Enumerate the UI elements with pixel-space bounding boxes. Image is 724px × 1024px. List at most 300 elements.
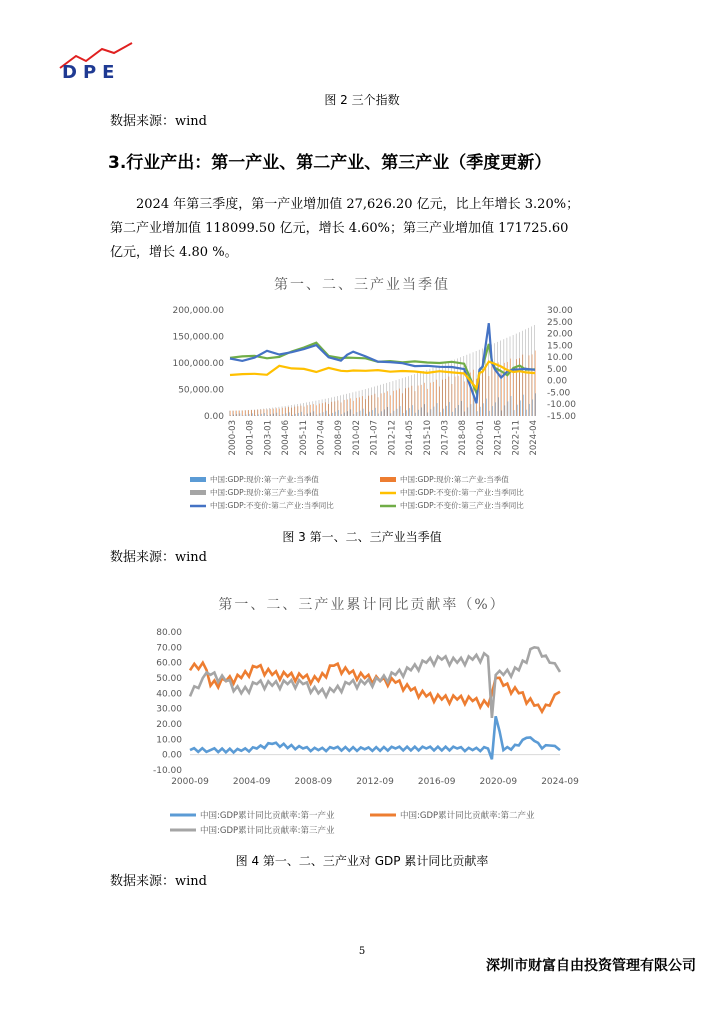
- secondary-bar: [313, 404, 314, 416]
- secondary-bar: [495, 366, 496, 416]
- contribution-line-3: [190, 647, 560, 718]
- tertiary-bar: [346, 394, 347, 416]
- primary-bar: [329, 414, 330, 416]
- tertiary-bar: [519, 332, 520, 416]
- primary-bar: [360, 411, 361, 416]
- secondary-bar: [526, 367, 527, 416]
- tertiary-bar: [365, 389, 366, 416]
- primary-bar: [354, 414, 355, 416]
- chart-3-title: 第一、二、三产业当季值: [274, 277, 450, 293]
- secondary-bar: [452, 384, 453, 416]
- primary-bar: [511, 396, 512, 416]
- primary-bar: [344, 413, 345, 416]
- tertiary-bar: [396, 380, 397, 416]
- tertiary-bar: [294, 405, 295, 416]
- secondary-bar: [353, 401, 354, 416]
- figure-3-caption: 图 3 第一、二、三产业当季值: [282, 530, 442, 544]
- tertiary-bar: [516, 334, 517, 416]
- primary-bar: [431, 409, 432, 416]
- tertiary-bar: [236, 411, 237, 416]
- primary-bar: [489, 411, 490, 416]
- secondary-bar: [455, 377, 456, 416]
- tertiary-bar: [504, 339, 505, 416]
- y-axis-tick-label: 10.00: [156, 735, 182, 746]
- secondary-bar: [350, 398, 351, 416]
- primary-bar: [418, 410, 419, 416]
- figure-2-source: 数据来源：wind: [110, 114, 207, 129]
- primary-bar: [526, 410, 527, 416]
- tertiary-bar: [248, 410, 249, 416]
- secondary-bar: [335, 401, 336, 416]
- x-axis-tick-label: 2022-11: [511, 420, 522, 456]
- secondary-bar: [319, 404, 320, 416]
- x-axis-tick-label: 2020-01: [475, 420, 486, 456]
- x-axis-tick-label: 2004-06: [281, 420, 292, 456]
- paragraph-line-3: 亿元，增长 4.80 %。: [110, 245, 238, 260]
- primary-bar: [252, 413, 253, 416]
- legend-label: 中国:GDP:不变价:第二产业:当季同比: [210, 501, 334, 510]
- secondary-bar: [338, 400, 339, 416]
- secondary-bar: [332, 402, 333, 416]
- primary-bar: [283, 414, 284, 416]
- secondary-bar: [328, 404, 329, 416]
- page-number: 5: [358, 946, 366, 957]
- primary-bar: [424, 404, 425, 416]
- x-axis-tick-label: 2024-04: [529, 420, 539, 456]
- y-axis-tick-label: 70.00: [156, 643, 182, 654]
- tertiary-bar: [460, 357, 461, 416]
- contribution-line-1: [190, 716, 560, 759]
- tertiary-bar: [331, 397, 332, 416]
- primary-bar: [480, 407, 481, 416]
- section-paragraph: [110, 193, 630, 265]
- secondary-bar: [273, 409, 274, 416]
- tertiary-bar: [507, 338, 508, 416]
- tertiary-bar: [239, 410, 240, 416]
- x-axis-tick-label: 2000-09: [171, 777, 209, 787]
- secondary-bar: [492, 366, 493, 416]
- secondary-bar: [292, 408, 293, 416]
- x-axis-tick-label: 2007-04: [316, 420, 327, 456]
- primary-bar: [351, 409, 352, 416]
- primary-bar: [388, 407, 389, 416]
- tertiary-bar: [245, 410, 246, 416]
- primary-bar: [298, 413, 299, 416]
- secondary-bar: [442, 380, 443, 416]
- secondary-bar: [412, 386, 413, 416]
- right-axis-tick-label: -15.00: [547, 412, 577, 422]
- secondary-bar: [464, 381, 465, 416]
- figure-4-caption: 图 4 第一、二、三产业对 GDP 累计同比贡献率: [235, 854, 489, 868]
- tertiary-bar: [405, 377, 406, 416]
- secondary-bar: [396, 390, 397, 416]
- secondary-bar: [483, 369, 484, 416]
- secondary-bar: [295, 407, 296, 416]
- primary-bar: [233, 415, 234, 416]
- secondary-bar: [362, 396, 363, 416]
- tertiary-bar: [257, 409, 258, 416]
- primary-bar: [304, 415, 305, 416]
- secondary-bar: [365, 399, 366, 416]
- legend-label: 中国:GDP累计同比贡献率:第一产业: [200, 811, 335, 821]
- x-axis-tick-label: 2018-08: [458, 420, 469, 456]
- tertiary-bar: [411, 375, 412, 416]
- tertiary-bar: [300, 404, 301, 416]
- primary-bar: [369, 412, 370, 416]
- secondary-bar: [399, 389, 400, 416]
- primary-bar: [381, 411, 382, 416]
- secondary-bar: [356, 398, 357, 416]
- primary-bar: [341, 414, 342, 416]
- secondary-bar: [276, 408, 277, 416]
- primary-bar: [520, 400, 521, 416]
- primary-bar: [384, 409, 385, 416]
- secondary-bar: [415, 391, 416, 416]
- tertiary-bar: [371, 387, 372, 416]
- left-axis-tick-label: 50,000.00: [178, 385, 224, 396]
- primary-bar: [317, 415, 318, 416]
- secondary-bar: [307, 405, 308, 416]
- tertiary-bar: [353, 392, 354, 416]
- tertiary-bar: [288, 406, 289, 416]
- tertiary-bar: [383, 384, 384, 416]
- x-axis-tick-label: 2004-09: [232, 777, 271, 787]
- primary-bar: [230, 415, 231, 416]
- paragraph-line-1: 2024 年第三季度，第一产业增加值 27,626.20 亿元，比上年增长 3.20%；: [136, 197, 580, 212]
- x-axis-tick-label: 2012-09: [356, 777, 394, 787]
- primary-bar: [409, 408, 410, 416]
- secondary-bar: [344, 400, 345, 416]
- right-axis-tick-label: 0.00: [547, 376, 568, 387]
- tertiary-bar: [451, 361, 452, 416]
- tertiary-bar: [297, 404, 298, 416]
- primary-bar: [378, 414, 379, 416]
- secondary-bar: [486, 366, 487, 416]
- secondary-bar: [236, 411, 237, 416]
- company-name: 深圳市财富自由投资管理有限公司: [486, 958, 696, 974]
- primary-bar: [465, 412, 466, 416]
- tertiary-bar: [430, 369, 431, 416]
- secondary-bar: [461, 373, 462, 416]
- tertiary-bar: [467, 355, 468, 416]
- primary-bar: [474, 400, 475, 416]
- tertiary-bar: [260, 409, 261, 416]
- primary-bar: [434, 407, 435, 416]
- tertiary-bar: [269, 408, 270, 416]
- x-axis-tick-label: 2020-09: [479, 777, 518, 787]
- x-axis-tick-label: 2021-06: [493, 420, 504, 456]
- primary-bar: [483, 403, 484, 416]
- secondary-bar: [427, 389, 428, 416]
- primary-bar: [505, 405, 506, 416]
- tertiary-bar: [276, 407, 277, 416]
- tertiary-bar: [319, 400, 320, 416]
- y-axis-tick-label: 50.00: [156, 674, 182, 684]
- primary-bar: [307, 414, 308, 416]
- primary-bar: [437, 403, 438, 416]
- tertiary-bar: [282, 406, 283, 416]
- tertiary-bar: [310, 402, 311, 416]
- logo-text: DPE: [62, 62, 121, 83]
- primary-bar: [406, 410, 407, 416]
- paragraph-line-2: 第二产业增加值 118099.50 亿元，增长 4.60%；第三产业增加值 171725.60: [110, 221, 569, 236]
- y-axis-tick-label: 30.00: [156, 704, 182, 715]
- primary-bar: [366, 414, 367, 416]
- primary-bar: [532, 399, 533, 416]
- primary-bar: [471, 404, 472, 416]
- legend-label: 中国:GDP:不变价:第三产业:当季同比: [400, 501, 524, 510]
- primary-bar: [255, 415, 256, 416]
- primary-bar: [261, 414, 262, 416]
- section-heading: 3.行业产出：第一产业、第二产业、第三产业（季度更新）: [108, 153, 552, 173]
- secondary-bar: [267, 409, 268, 416]
- secondary-bar: [449, 377, 450, 416]
- secondary-bar: [424, 383, 425, 416]
- x-axis-tick-label: 2024-09: [541, 777, 579, 787]
- tertiary-bar: [522, 331, 523, 416]
- figure-4-source: 数据来源：wind: [110, 874, 207, 889]
- primary-bar: [461, 401, 462, 416]
- secondary-bar: [230, 411, 231, 416]
- primary-bar: [289, 412, 290, 416]
- tertiary-bar: [448, 362, 449, 416]
- primary-bar: [523, 395, 524, 416]
- tertiary-bar: [232, 411, 233, 416]
- tertiary-bar: [510, 336, 511, 416]
- secondary-bar: [458, 376, 459, 416]
- secondary-bar: [251, 410, 252, 416]
- primary-bar: [357, 412, 358, 416]
- x-axis-tick-label: 2000-03: [228, 420, 238, 456]
- primary-bar: [397, 409, 398, 416]
- secondary-bar: [282, 408, 283, 416]
- x-axis-tick-label: 2017-03: [440, 420, 451, 456]
- right-axis-tick-label: 10.00: [547, 353, 573, 364]
- tertiary-bar: [251, 410, 252, 416]
- x-axis-tick-label: 2001-08: [245, 420, 256, 456]
- tertiary-bar: [408, 376, 409, 416]
- secondary-yoy-line: [230, 323, 535, 403]
- tertiary-bar: [393, 381, 394, 416]
- x-axis-tick-label: 2010-02: [351, 420, 362, 456]
- secondary-bar: [325, 402, 326, 416]
- primary-bar: [295, 414, 296, 416]
- legend-label: 中国:GDP累计同比贡献率:第三产业: [200, 826, 335, 836]
- x-axis-tick-label: 2003-01: [263, 420, 274, 456]
- primary-bar: [400, 406, 401, 416]
- primary-bar: [375, 408, 376, 416]
- primary-bar: [412, 405, 413, 416]
- primary-bar: [264, 413, 265, 416]
- primary-bar: [335, 412, 336, 416]
- figure-3-source: 数据来源：wind: [110, 550, 207, 565]
- legend-label: 中国:GDP累计同比贡献率:第二产业: [400, 811, 535, 821]
- primary-bar: [320, 413, 321, 416]
- primary-bar: [508, 401, 509, 416]
- secondary-bar: [418, 386, 419, 416]
- primary-bar: [338, 410, 339, 416]
- tertiary-bar: [306, 402, 307, 416]
- left-axis-tick-label: 100,000.00: [172, 359, 224, 369]
- primary-bar: [428, 412, 429, 416]
- tertiary-bar: [380, 385, 381, 416]
- secondary-bar: [285, 408, 286, 416]
- secondary-bar: [529, 355, 530, 416]
- secondary-bar: [501, 373, 502, 416]
- primary-bar: [495, 402, 496, 416]
- secondary-bar: [381, 393, 382, 416]
- secondary-bar: [347, 399, 348, 416]
- tertiary-bar: [266, 408, 267, 416]
- primary-bar: [243, 415, 244, 416]
- legend-label: 中国:GDP:现价:第三产业:当季值: [210, 488, 319, 497]
- chart-4-title: 第一、二、三产业累计同比贡献率（%）: [218, 597, 506, 613]
- right-axis-tick-label: -10.00: [547, 400, 577, 411]
- secondary-bar: [393, 391, 394, 416]
- primary-bar: [468, 407, 469, 416]
- secondary-bar: [446, 379, 447, 416]
- primary-bar: [449, 402, 450, 416]
- secondary-bar: [310, 405, 311, 416]
- x-axis-tick-label: 2015-10: [422, 420, 433, 456]
- tertiary-bar: [322, 399, 323, 416]
- primary-bar: [270, 414, 271, 416]
- primary-bar: [372, 410, 373, 416]
- secondary-bar: [406, 388, 407, 416]
- y-axis-tick-label: 0.00: [161, 750, 182, 761]
- secondary-bar: [532, 354, 533, 416]
- tertiary-bar: [488, 346, 489, 416]
- secondary-bar: [535, 351, 536, 416]
- primary-bar: [332, 413, 333, 416]
- tertiary-bar: [273, 408, 274, 416]
- secondary-bar: [433, 382, 434, 416]
- secondary-bar: [255, 410, 256, 416]
- right-axis-tick-label: 5.00: [547, 364, 568, 375]
- secondary-bar: [341, 402, 342, 416]
- secondary-bar: [504, 363, 505, 416]
- secondary-bar: [261, 410, 262, 416]
- secondary-bar: [523, 355, 524, 416]
- secondary-bar: [439, 386, 440, 416]
- x-axis-tick-label: 2014-05: [405, 420, 416, 456]
- primary-bar: [455, 408, 456, 416]
- legend-swatch: [380, 477, 396, 482]
- primary-bar: [326, 411, 327, 416]
- y-axis-tick-label: -10.00: [152, 766, 182, 776]
- primary-bar: [347, 411, 348, 416]
- x-axis-tick-label: 2008-09: [294, 777, 333, 787]
- secondary-bar: [510, 359, 511, 416]
- tertiary-bar: [427, 370, 428, 416]
- y-axis-tick-label: 40.00: [156, 689, 182, 700]
- tertiary-bar: [242, 410, 243, 416]
- tertiary-bar: [439, 365, 440, 416]
- left-axis-tick-label: 0.00: [203, 412, 224, 422]
- tertiary-bar: [303, 403, 304, 416]
- secondary-bar: [245, 410, 246, 416]
- tertiary-bar: [316, 401, 317, 416]
- tertiary-bar: [313, 401, 314, 416]
- y-axis-tick-label: 60.00: [156, 658, 182, 669]
- tertiary-bar: [350, 393, 351, 416]
- tertiary-bar: [417, 373, 418, 416]
- x-axis-tick-label: 2012-12: [387, 420, 398, 456]
- primary-yoy-line: [230, 362, 535, 389]
- tertiary-bar: [420, 372, 421, 416]
- tertiary-bar: [414, 374, 415, 416]
- tertiary-bar: [254, 410, 255, 416]
- tertiary-bar: [337, 396, 338, 416]
- y-axis-tick-label: 20.00: [156, 720, 182, 730]
- primary-bar: [403, 413, 404, 416]
- secondary-bar: [264, 409, 265, 416]
- right-axis-tick-label: -5.00: [547, 388, 571, 399]
- primary-bar: [477, 411, 478, 416]
- primary-bar: [452, 412, 453, 416]
- primary-bar: [391, 413, 392, 416]
- primary-bar: [514, 410, 515, 416]
- primary-bar: [267, 415, 268, 416]
- primary-bar: [446, 406, 447, 416]
- primary-bar: [529, 404, 530, 416]
- chart-4: [140, 620, 600, 840]
- tertiary-bar: [531, 326, 532, 416]
- tertiary-bar: [229, 411, 230, 416]
- legend-swatch: [190, 490, 206, 495]
- secondary-bar: [384, 393, 385, 416]
- legend-label: 中国:GDP:现价:第一产业:当季值: [210, 475, 319, 484]
- secondary-bar: [436, 380, 437, 416]
- tertiary-bar: [368, 388, 369, 416]
- figure-2-caption: 图 2 三个指数: [324, 93, 400, 107]
- tertiary-bar: [263, 409, 264, 416]
- primary-bar: [421, 407, 422, 416]
- secondary-bar: [301, 406, 302, 416]
- primary-bar: [240, 413, 241, 416]
- legend-label: 中国:GDP:不变价:第一产业:当季同比: [400, 488, 524, 497]
- tertiary-bar: [291, 405, 292, 416]
- secondary-bar: [233, 411, 234, 416]
- primary-bar: [535, 393, 536, 416]
- secondary-bar: [421, 385, 422, 416]
- secondary-bar: [359, 397, 360, 416]
- secondary-bar: [279, 409, 280, 416]
- primary-bar: [314, 411, 315, 416]
- primary-bar: [292, 415, 293, 416]
- x-axis-tick-label: 2016-09: [417, 777, 456, 787]
- secondary-bar: [316, 405, 317, 416]
- secondary-bar: [430, 383, 431, 416]
- tertiary-bar: [497, 342, 498, 416]
- tertiary-bar: [423, 371, 424, 416]
- tertiary-bar: [340, 395, 341, 416]
- secondary-bar: [298, 406, 299, 416]
- secondary-bar: [304, 407, 305, 416]
- primary-bar: [517, 405, 518, 416]
- primary-bar: [301, 412, 302, 416]
- tertiary-bar: [343, 395, 344, 416]
- tertiary-bar: [513, 335, 514, 416]
- secondary-bar: [372, 395, 373, 416]
- primary-bar: [440, 412, 441, 416]
- primary-bar: [486, 399, 487, 416]
- primary-bar: [280, 415, 281, 416]
- tertiary-bar: [362, 390, 363, 416]
- primary-bar: [311, 413, 312, 416]
- secondary-bar: [258, 410, 259, 416]
- secondary-bar: [248, 410, 249, 416]
